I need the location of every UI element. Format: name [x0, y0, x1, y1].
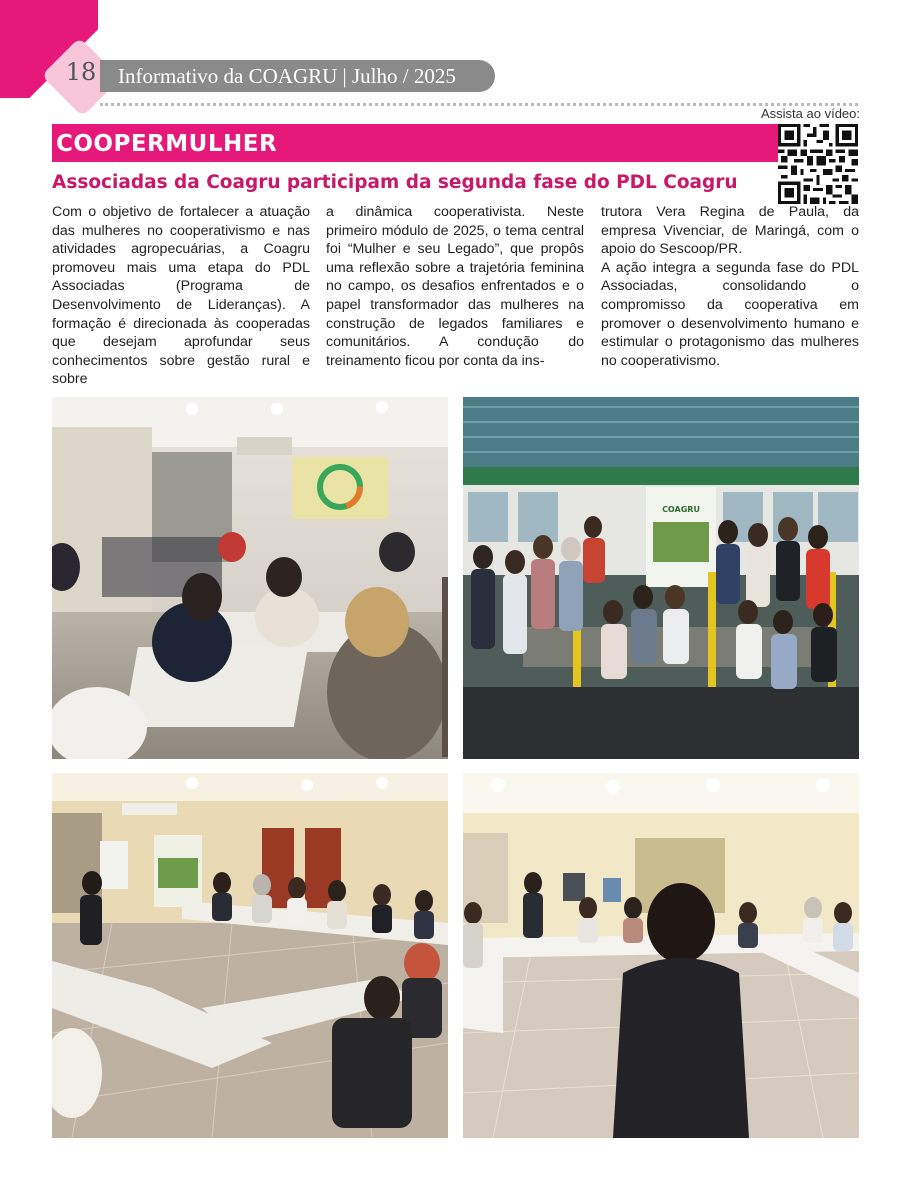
publication-title: Informativo da COAGRU | Julho / 2025	[118, 64, 456, 88]
article-headline: Associadas da Coagru participam da segunda fase do PDL Coagru	[52, 172, 738, 193]
qr-code-icon[interactable]	[778, 124, 858, 204]
article-paragraph: trutora Vera Regina de Paula, da empresa Vivenciar, de Maringá, com o apoio do Sescoop/PR.	[601, 204, 859, 258]
article-paragraph: a dinâmica cooperativista. Neste primeiro módulo de 2025, o tema central foi “Mulher e seu Legado”, que propôs uma reflexão sobre a trajetória feminina no campo, os desafios enfrentados e o papel transformador das mulheres na construção de legados familiares e comunitários. A condução do treinamento ficou por conta da ins-	[326, 204, 584, 369]
photo-group-portrait	[463, 397, 859, 759]
banner-logo-text: COAGRU	[662, 505, 700, 514]
article-paragraph: A ação integra a segunda fase do PDL Associadas, consolidando o compromisso da cooperativa em promover o desenvolvimento humano e estimular o protagonismo das mulheres no cooperativismo.	[601, 259, 859, 369]
section-title: COOPERMULHER	[56, 131, 278, 157]
video-label: Assista ao vídeo:	[761, 106, 860, 121]
header-divider	[100, 103, 858, 106]
article-column-3	[601, 203, 859, 370]
photo-training-room	[52, 773, 448, 1138]
photo-classroom-workshop	[52, 397, 448, 759]
article-column-1	[52, 203, 310, 389]
article-column-2	[326, 203, 584, 370]
article-paragraph: Com o objetivo de fortalecer a atuação das mulheres no cooperativismo e nas atividades agropecuárias, a Coagru promoveu mais uma etapa do PDL Associadas (Programa de Desenvolvimento de Lideranças). A formação é direcionada às cooperadas que desejam aprofundar seus conhecimentos sobre gestão rural e sobre	[52, 204, 310, 388]
photo-speaker-back	[463, 773, 859, 1138]
page-number: 18	[65, 58, 97, 86]
